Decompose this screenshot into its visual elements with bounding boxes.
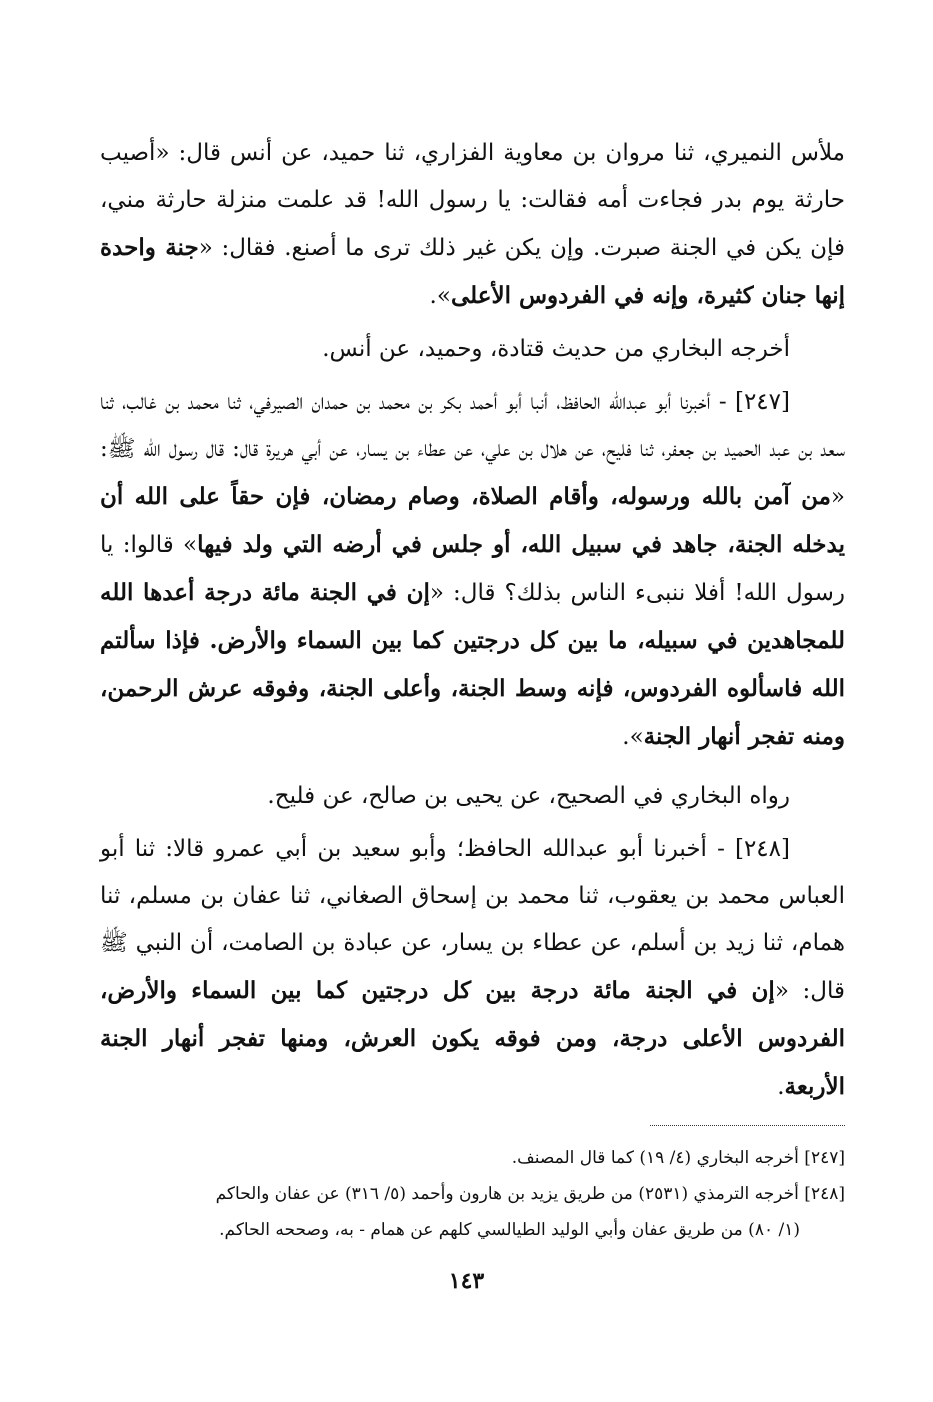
text-run: ملأس النميري، ثنا مروان بن معاوية الفزاري، ثنا حميد، عن أنس قال: «أصيب حارثة يوم بدر فجاءت أمه فقالت: يا رسول الله! قد علمت منزلة حارثة مني، فإن يكن في الجنة صبرت. وإن يكن غير ذلك ترى ما أصنع. فقال: «: [100, 140, 845, 261]
text-run: ».: [429, 283, 451, 309]
main-text: [100, 130, 845, 1111]
text-run: [٢٤٨] - أخبرنا أبو عبدالله الحافظ؛ وأبو سعيد بن أبي عمرو قالا: ثنا أبو العباس محمد بن يعقوب، ثنا محمد بن إسحاق الصغاني، ثنا عفان بن مسلم، ثنا همام، ثنا زيد بن أسلم، عن عطاء بن يسار، عن عبادة بن الصامت، أن النبي ﷺ قال: «: [100, 836, 845, 1004]
text-run: [٢٤٧] - أخبرنا أبو عبدالله الحافظ، أنبا أبو أحمد بكر بن محمد بن حمدان الصيرفي، ثنا محمد بن غالب، ثنا سعد بن عبد الحميد بن جعفر، ثنا فليح، عن هلال بن علي، عن عطاء بن يسار، عن أبي هريرة قال: قال رسول الله ﷺ: «: [100, 389, 845, 510]
paragraph-hadith-248: [100, 826, 845, 1111]
text-run: .: [777, 1074, 785, 1100]
text-run: ».: [622, 724, 644, 750]
paragraph-hadith-247: [100, 379, 845, 761]
paragraph-hadith-haritha: [100, 130, 845, 320]
hadith-quote: من آمن بالله ورسوله، وأقام الصلاة، وصام رمضان، فإن حقاً على الله أن يدخله الجنة، جاهد في سبيل الله، أو جلس في أرضه التي ولد فيها: [100, 483, 846, 558]
footnote-248: [٢٤٨] أخرجه الترمذي (٢٥٣١) من طريق يزيد بن هارون وأحمد (٥/ ٣١٦) عن عفان والحاكم: [215, 1184, 845, 1204]
hadith-quote: إن في الجنة مائة درجة بين كل درجتين كما بين السماء والأرض، الفردوس الأعلى درجة، ومن فوقه يكون العرش، ومنها تفجر أنهار الجنة الأربعة: [100, 977, 845, 1100]
footnote-divider: [650, 1125, 845, 1126]
hadith-quote: جنة واحدة إنها جنان كثيرة، وإنه في الفردوس الأعلى: [100, 234, 845, 309]
paragraph-riwaya: رواه البخاري في الصحيح، عن يحيى بن صالح، عن فليح.: [267, 783, 790, 809]
page-number: ١٤٣: [448, 1268, 485, 1294]
footnote-247: [٢٤٧] أخرجه البخاري (٤/ ١٩) كما قال المصنف.: [511, 1148, 845, 1168]
hadith-quote: إن في الجنة مائة درجة أعدها الله للمجاهدين في سبيله، ما بين كل درجتين كما بين السماء والأرض. فإذا سألتم الله فاسألوه الفردوس، فإنه وسط الجنة، وأعلى الجنة، وفوقه عرش الرحمن، ومنه تفجر أنهار الجنة: [100, 579, 845, 750]
footnote-248-continued: (١/ ٨٠) من طريق عفان وأبي الوليد الطيالسي كلهم عن همام - به، وصححه الحاكم.: [219, 1220, 800, 1240]
footnotes: [100, 1140, 845, 1248]
paragraph-takhrij: أخرجه البخاري من حديث قتادة، وحميد، عن أنس.: [322, 336, 790, 362]
text-run: » قالوا: يا رسول الله! أفلا ننبىء الناس بذلك؟ قال: «: [100, 532, 845, 606]
